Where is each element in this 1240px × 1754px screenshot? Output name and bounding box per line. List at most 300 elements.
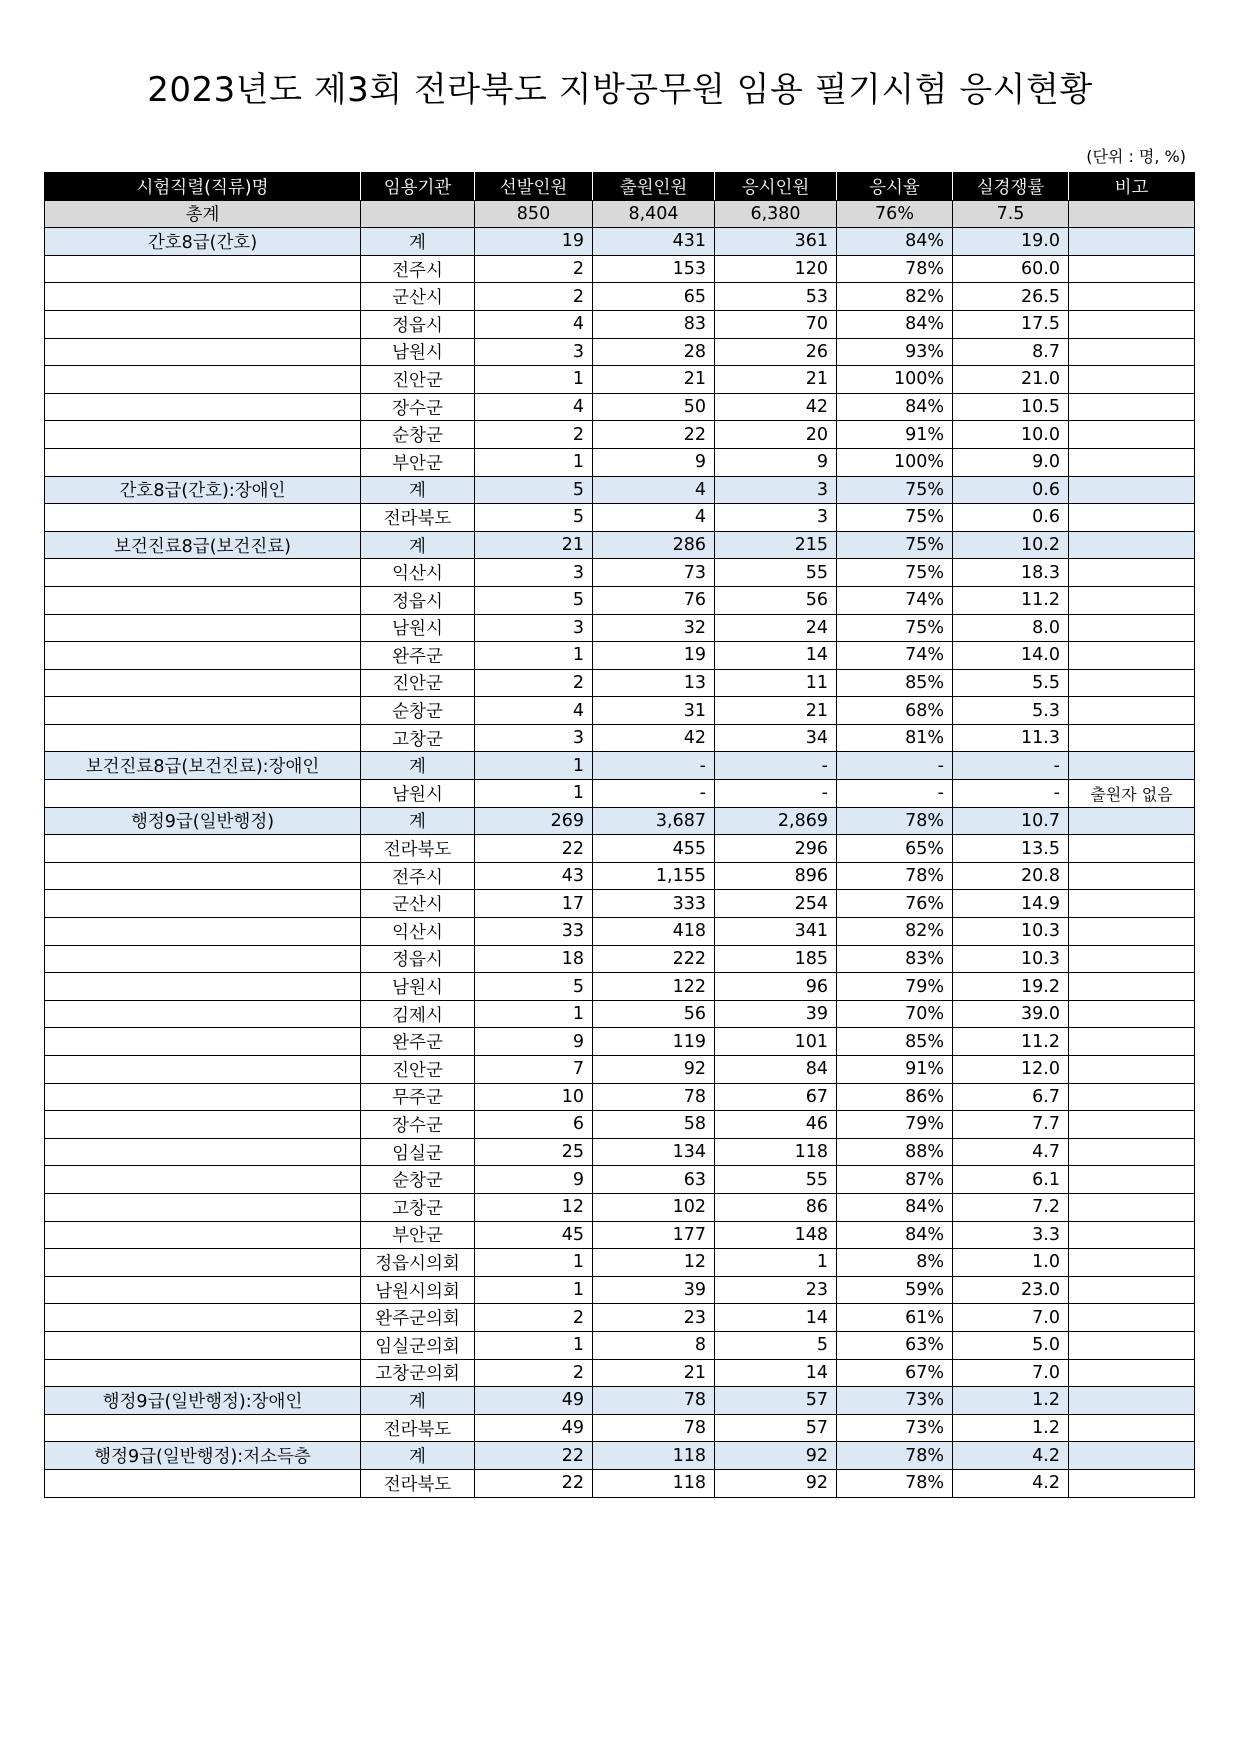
table-row	[45, 835, 1195, 863]
note-cell	[1069, 476, 1195, 504]
test-rate-cell: 78%	[837, 1442, 953, 1470]
test-rate-cell: 75%	[837, 614, 953, 642]
agency-cell: 전라북도	[361, 1469, 475, 1497]
test-rate-cell: 75%	[837, 504, 953, 532]
applied-count-cell: 32	[593, 614, 715, 642]
note-cell	[1069, 1221, 1195, 1249]
applied-count-cell: 431	[593, 228, 715, 256]
table-row	[45, 1276, 1195, 1304]
exam-category-cell	[45, 1359, 361, 1387]
exam-category-cell	[45, 780, 361, 808]
exam-category-cell: 행정9급(일반행정):장애인	[45, 1387, 361, 1415]
exam-category-cell	[45, 918, 361, 946]
agency-cell: 진안군	[361, 1056, 475, 1084]
tested-count-cell: -	[715, 780, 837, 808]
exam-category-cell	[45, 586, 361, 614]
agency-cell: 전라북도	[361, 1414, 475, 1442]
applied-count-cell: 39	[593, 1276, 715, 1304]
applied-count-cell: 22	[593, 421, 715, 449]
competition-rate-cell: 1.0	[953, 1249, 1069, 1277]
selected-count-cell: 2	[475, 283, 593, 311]
selected-count-cell: 17	[475, 890, 593, 918]
applied-count-cell: 333	[593, 890, 715, 918]
table-row	[45, 1028, 1195, 1056]
note-cell	[1069, 1414, 1195, 1442]
test-rate-cell: 84%	[837, 1193, 953, 1221]
test-rate-cell: 76%	[837, 890, 953, 918]
competition-rate-cell: 9.0	[953, 448, 1069, 476]
total-selected: 850	[475, 200, 593, 228]
subtotal-row	[45, 807, 1195, 835]
competition-rate-cell: 26.5	[953, 283, 1069, 311]
tested-count-cell: 101	[715, 1028, 837, 1056]
agency-cell: 전주시	[361, 862, 475, 890]
tested-count-cell: 39	[715, 1000, 837, 1028]
tested-count-cell: 341	[715, 918, 837, 946]
exam-category-cell: 행정9급(일반행정)	[45, 807, 361, 835]
table-row	[45, 1083, 1195, 1111]
table-row	[45, 1166, 1195, 1194]
table-row	[45, 1138, 1195, 1166]
competition-rate-cell: 11.3	[953, 724, 1069, 752]
competition-rate-cell: 10.3	[953, 918, 1069, 946]
header-cell: 비고	[1069, 173, 1195, 201]
competition-rate-cell: 13.5	[953, 835, 1069, 863]
competition-rate-cell: 10.2	[953, 531, 1069, 559]
selected-count-cell: 1	[475, 1000, 593, 1028]
test-rate-cell: 74%	[837, 586, 953, 614]
tested-count-cell: 92	[715, 1469, 837, 1497]
competition-rate-cell: 7.2	[953, 1193, 1069, 1221]
header-cell: 출원인원	[593, 173, 715, 201]
agency-cell: 임실군의회	[361, 1331, 475, 1359]
exam-category-cell	[45, 642, 361, 670]
selected-count-cell: 33	[475, 918, 593, 946]
applied-count-cell: 4	[593, 476, 715, 504]
selected-count-cell: 25	[475, 1138, 593, 1166]
test-rate-cell: 86%	[837, 1083, 953, 1111]
note-cell	[1069, 1387, 1195, 1415]
selected-count-cell: 5	[475, 973, 593, 1001]
exam-category-cell	[45, 1304, 361, 1332]
agency-cell: 정읍시의회	[361, 1249, 475, 1277]
applied-count-cell: 78	[593, 1387, 715, 1415]
tested-count-cell: 86	[715, 1193, 837, 1221]
tested-count-cell: 34	[715, 724, 837, 752]
header-cell: 응시율	[837, 173, 953, 201]
header-cell: 시험직렬(직류)명	[45, 173, 361, 201]
agency-cell: 정읍시	[361, 310, 475, 338]
test-rate-cell: 73%	[837, 1414, 953, 1442]
applied-count-cell: 13	[593, 669, 715, 697]
competition-rate-cell: 10.3	[953, 945, 1069, 973]
agency-cell: 완주군	[361, 1028, 475, 1056]
test-rate-cell: 78%	[837, 1469, 953, 1497]
test-rate-cell: 91%	[837, 1056, 953, 1084]
agency-cell: 전라북도	[361, 835, 475, 863]
selected-count-cell: 3	[475, 614, 593, 642]
exam-category-cell	[45, 310, 361, 338]
exam-category-cell	[45, 973, 361, 1001]
subtotal-row	[45, 1387, 1195, 1415]
note-cell	[1069, 724, 1195, 752]
tested-count-cell: 57	[715, 1414, 837, 1442]
agency-cell: 전라북도	[361, 504, 475, 532]
note-cell	[1069, 366, 1195, 394]
table-row	[45, 697, 1195, 725]
exam-category-cell	[45, 614, 361, 642]
exam-category-cell	[45, 559, 361, 587]
test-rate-cell: 85%	[837, 1028, 953, 1056]
exam-category-cell	[45, 283, 361, 311]
header-cell: 선발인원	[475, 173, 593, 201]
exam-category-cell	[45, 1414, 361, 1442]
note-cell	[1069, 1111, 1195, 1139]
selected-count-cell: 5	[475, 586, 593, 614]
tested-count-cell: 21	[715, 366, 837, 394]
agency-cell: 익산시	[361, 559, 475, 587]
test-rate-cell: 100%	[837, 448, 953, 476]
note-cell	[1069, 283, 1195, 311]
agency-cell: 남원시	[361, 614, 475, 642]
applied-count-cell: 31	[593, 697, 715, 725]
test-rate-cell: 81%	[837, 724, 953, 752]
exam-category-cell: 간호8급(간호)	[45, 228, 361, 256]
applied-count-cell: 119	[593, 1028, 715, 1056]
exam-category-cell	[45, 862, 361, 890]
table-row	[45, 1359, 1195, 1387]
selected-count-cell: 2	[475, 1359, 593, 1387]
selected-count-cell: 43	[475, 862, 593, 890]
agency-cell: 계	[361, 752, 475, 780]
applied-count-cell: 12	[593, 1249, 715, 1277]
exam-category-cell	[45, 724, 361, 752]
applied-count-cell: 3,687	[593, 807, 715, 835]
competition-rate-cell: 19.0	[953, 228, 1069, 256]
tested-count-cell: 26	[715, 338, 837, 366]
tested-count-cell: 2,869	[715, 807, 837, 835]
tested-count-cell: 24	[715, 614, 837, 642]
table-row	[45, 448, 1195, 476]
agency-cell: 계	[361, 1442, 475, 1470]
note-cell	[1069, 1331, 1195, 1359]
applied-count-cell: 21	[593, 366, 715, 394]
tested-count-cell: 20	[715, 421, 837, 449]
note-cell	[1069, 586, 1195, 614]
agency-cell: 군산시	[361, 283, 475, 311]
applied-count-cell: 286	[593, 531, 715, 559]
note-cell	[1069, 1359, 1195, 1387]
tested-count-cell: 11	[715, 669, 837, 697]
table-row	[45, 1056, 1195, 1084]
applied-count-cell: 23	[593, 1304, 715, 1332]
selected-count-cell: 4	[475, 393, 593, 421]
total-note	[1069, 200, 1195, 228]
test-rate-cell: 8%	[837, 1249, 953, 1277]
test-rate-cell: 75%	[837, 476, 953, 504]
competition-rate-cell: 8.0	[953, 614, 1069, 642]
competition-rate-cell: 6.7	[953, 1083, 1069, 1111]
subtotal-row	[45, 752, 1195, 780]
note-cell	[1069, 255, 1195, 283]
header-cell: 임용기관	[361, 173, 475, 201]
applied-count-cell: 118	[593, 1469, 715, 1497]
agency-cell: 계	[361, 228, 475, 256]
applied-count-cell: 58	[593, 1111, 715, 1139]
tested-count-cell: 185	[715, 945, 837, 973]
note-cell	[1069, 531, 1195, 559]
test-rate-cell: -	[837, 752, 953, 780]
selected-count-cell: 6	[475, 1111, 593, 1139]
applied-count-cell: 76	[593, 586, 715, 614]
exam-category-cell	[45, 504, 361, 532]
tested-count-cell: 96	[715, 973, 837, 1001]
note-cell	[1069, 918, 1195, 946]
competition-rate-cell: -	[953, 780, 1069, 808]
selected-count-cell: 5	[475, 476, 593, 504]
competition-rate-cell: 0.6	[953, 476, 1069, 504]
competition-rate-cell: 5.3	[953, 697, 1069, 725]
competition-rate-cell: 14.9	[953, 890, 1069, 918]
table-row	[45, 780, 1195, 808]
selected-count-cell: 1	[475, 642, 593, 670]
exam-category-cell	[45, 1083, 361, 1111]
applied-count-cell: 42	[593, 724, 715, 752]
table-row	[45, 669, 1195, 697]
exam-category-cell	[45, 890, 361, 918]
tested-count-cell: 21	[715, 697, 837, 725]
agency-cell: 익산시	[361, 918, 475, 946]
test-rate-cell: 84%	[837, 228, 953, 256]
exam-category-cell	[45, 1249, 361, 1277]
applied-count-cell: 177	[593, 1221, 715, 1249]
test-rate-cell: 84%	[837, 310, 953, 338]
tested-count-cell: 296	[715, 835, 837, 863]
table-header-row	[45, 173, 1195, 201]
tested-count-cell: 57	[715, 1387, 837, 1415]
table-row	[45, 366, 1195, 394]
test-rate-cell: 84%	[837, 393, 953, 421]
exam-category-cell	[45, 393, 361, 421]
tested-count-cell: 215	[715, 531, 837, 559]
applied-count-cell: 134	[593, 1138, 715, 1166]
agency-cell: 완주군	[361, 642, 475, 670]
table-row	[45, 310, 1195, 338]
note-cell	[1069, 752, 1195, 780]
agency-cell: 전주시	[361, 255, 475, 283]
competition-rate-cell: 4.2	[953, 1442, 1069, 1470]
tested-count-cell: 56	[715, 586, 837, 614]
tested-count-cell: 118	[715, 1138, 837, 1166]
exam-category-cell: 간호8급(간호):장애인	[45, 476, 361, 504]
agency-cell: 완주군의회	[361, 1304, 475, 1332]
exam-category-cell	[45, 697, 361, 725]
test-rate-cell: 78%	[837, 862, 953, 890]
subtotal-row	[45, 1442, 1195, 1470]
table-row	[45, 1469, 1195, 1497]
note-cell	[1069, 393, 1195, 421]
agency-cell: 남원시	[361, 780, 475, 808]
agency-cell: 진안군	[361, 366, 475, 394]
total-rate: 76%	[837, 200, 953, 228]
agency-cell: 장수군	[361, 393, 475, 421]
competition-rate-cell: 39.0	[953, 1000, 1069, 1028]
table-row	[45, 1331, 1195, 1359]
test-rate-cell: 100%	[837, 366, 953, 394]
applied-count-cell: 28	[593, 338, 715, 366]
subtotal-row	[45, 476, 1195, 504]
selected-count-cell: 1	[475, 1276, 593, 1304]
selected-count-cell: 49	[475, 1387, 593, 1415]
test-rate-cell: 88%	[837, 1138, 953, 1166]
tested-count-cell: 23	[715, 1276, 837, 1304]
note-cell	[1069, 1000, 1195, 1028]
applied-count-cell: 19	[593, 642, 715, 670]
selected-count-cell: 22	[475, 1442, 593, 1470]
table-row	[45, 1193, 1195, 1221]
applied-count-cell: 418	[593, 918, 715, 946]
test-rate-cell: 63%	[837, 1331, 953, 1359]
competition-rate-cell: 20.8	[953, 862, 1069, 890]
agency-cell: 김제시	[361, 1000, 475, 1028]
selected-count-cell: 22	[475, 1469, 593, 1497]
test-rate-cell: 78%	[837, 255, 953, 283]
selected-count-cell: 4	[475, 310, 593, 338]
exam-status-table	[44, 172, 1195, 1498]
selected-count-cell: 2	[475, 1304, 593, 1332]
agency-cell: 고창군의회	[361, 1359, 475, 1387]
competition-rate-cell: 3.3	[953, 1221, 1069, 1249]
test-rate-cell: 74%	[837, 642, 953, 670]
competition-rate-cell: 8.7	[953, 338, 1069, 366]
selected-count-cell: 1	[475, 366, 593, 394]
agency-cell: 남원시의회	[361, 1276, 475, 1304]
test-rate-cell: 65%	[837, 835, 953, 863]
note-cell	[1069, 1249, 1195, 1277]
total-tested: 6,380	[715, 200, 837, 228]
table-row	[45, 862, 1195, 890]
note-cell	[1069, 862, 1195, 890]
tested-count-cell: 3	[715, 504, 837, 532]
tested-count-cell: 361	[715, 228, 837, 256]
table-row	[45, 1304, 1195, 1332]
competition-rate-cell: 7.0	[953, 1359, 1069, 1387]
competition-rate-cell: 1.2	[953, 1414, 1069, 1442]
applied-count-cell: -	[593, 780, 715, 808]
competition-rate-cell: 12.0	[953, 1056, 1069, 1084]
tested-count-cell: 3	[715, 476, 837, 504]
tested-count-cell: 84	[715, 1056, 837, 1084]
table-row	[45, 283, 1195, 311]
tested-count-cell: 70	[715, 310, 837, 338]
test-rate-cell: 93%	[837, 338, 953, 366]
tested-count-cell: 5	[715, 1331, 837, 1359]
test-rate-cell: 75%	[837, 531, 953, 559]
note-cell	[1069, 1138, 1195, 1166]
selected-count-cell: 45	[475, 1221, 593, 1249]
applied-count-cell: -	[593, 752, 715, 780]
exam-category-cell	[45, 1276, 361, 1304]
agency-cell: 순창군	[361, 697, 475, 725]
table-row	[45, 559, 1195, 587]
applied-count-cell: 65	[593, 283, 715, 311]
note-cell	[1069, 697, 1195, 725]
test-rate-cell: 87%	[837, 1166, 953, 1194]
competition-rate-cell: 23.0	[953, 1276, 1069, 1304]
tested-count-cell: 42	[715, 393, 837, 421]
competition-rate-cell: 4.2	[953, 1469, 1069, 1497]
exam-category-cell	[45, 1193, 361, 1221]
agency-cell: 순창군	[361, 421, 475, 449]
selected-count-cell: 1	[475, 448, 593, 476]
note-cell	[1069, 1166, 1195, 1194]
tested-count-cell: 53	[715, 283, 837, 311]
exam-category-cell	[45, 421, 361, 449]
selected-count-cell: 2	[475, 421, 593, 449]
note-cell	[1069, 1056, 1195, 1084]
test-rate-cell: 82%	[837, 918, 953, 946]
agency-cell: 진안군	[361, 669, 475, 697]
agency-cell: 정읍시	[361, 945, 475, 973]
test-rate-cell: 82%	[837, 283, 953, 311]
table-row	[45, 890, 1195, 918]
competition-rate-cell: 10.0	[953, 421, 1069, 449]
selected-count-cell: 9	[475, 1166, 593, 1194]
note-cell	[1069, 338, 1195, 366]
agency-cell: 계	[361, 1387, 475, 1415]
applied-count-cell: 102	[593, 1193, 715, 1221]
agency-cell: 부안군	[361, 1221, 475, 1249]
selected-count-cell: 22	[475, 835, 593, 863]
competition-rate-cell: 10.7	[953, 807, 1069, 835]
note-cell	[1069, 1304, 1195, 1332]
table-row	[45, 1221, 1195, 1249]
note-cell	[1069, 669, 1195, 697]
agency-cell: 군산시	[361, 890, 475, 918]
test-rate-cell: 78%	[837, 807, 953, 835]
applied-count-cell: 4	[593, 504, 715, 532]
page-title: 2023년도 제3회 전라북도 지방공무원 임용 필기시험 응시현황	[147, 70, 1093, 110]
applied-count-cell: 21	[593, 1359, 715, 1387]
applied-count-cell: 83	[593, 310, 715, 338]
applied-count-cell: 9	[593, 448, 715, 476]
total-applied: 8,404	[593, 200, 715, 228]
tested-count-cell: 148	[715, 1221, 837, 1249]
competition-rate-cell: 7.0	[953, 1304, 1069, 1332]
agency-cell: 장수군	[361, 1111, 475, 1139]
table-row	[45, 1249, 1195, 1277]
tested-count-cell: 55	[715, 1166, 837, 1194]
selected-count-cell: 2	[475, 669, 593, 697]
table-row	[45, 614, 1195, 642]
applied-count-cell: 222	[593, 945, 715, 973]
agency-cell: 무주군	[361, 1083, 475, 1111]
applied-count-cell: 118	[593, 1442, 715, 1470]
table-row	[45, 504, 1195, 532]
exam-category-cell	[45, 366, 361, 394]
table-row	[45, 1000, 1195, 1028]
exam-category-cell	[45, 1221, 361, 1249]
competition-rate-cell: 0.6	[953, 504, 1069, 532]
note-cell	[1069, 310, 1195, 338]
note-cell	[1069, 1028, 1195, 1056]
exam-category-cell	[45, 255, 361, 283]
exam-category-cell: 보건진료8급(보건진료)	[45, 531, 361, 559]
table-row	[45, 724, 1195, 752]
selected-count-cell: 3	[475, 559, 593, 587]
table-row	[45, 255, 1195, 283]
competition-rate-cell: 60.0	[953, 255, 1069, 283]
